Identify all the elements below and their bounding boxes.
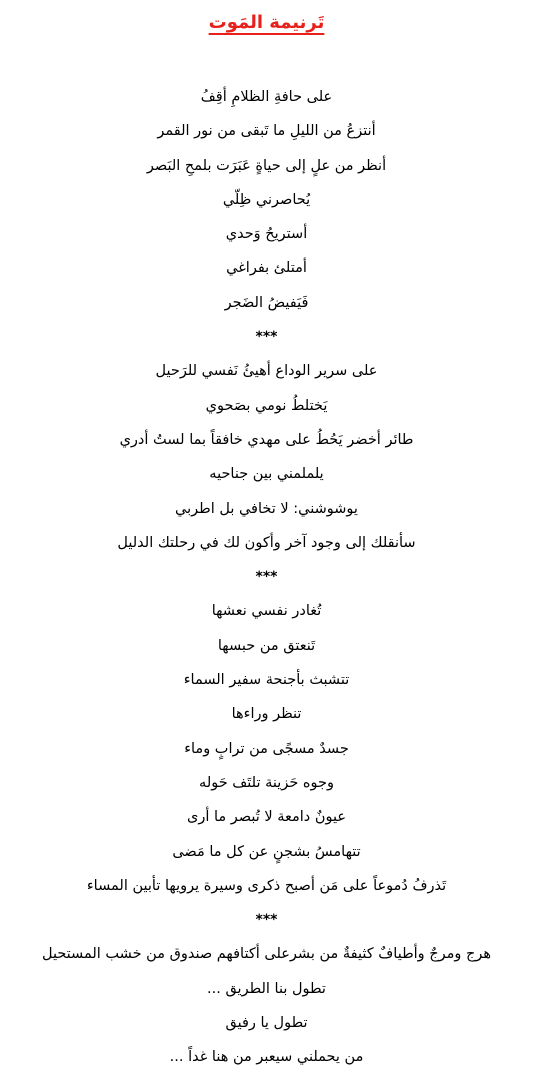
poem-line: تتهامسُ بشجنٍ عن كل ما مَضى [172, 843, 361, 860]
poem-line: سأنقلك إلى وجود آخر وأكون لك في رحلتك الدليل [117, 534, 416, 551]
poem-line: فَيَفيضُ الضَجر [224, 294, 309, 311]
poem-line: أمتلئ بفراغي [226, 260, 307, 277]
poem-line: على سرير الوداع أهيئُ نَفسي للرَحيل [155, 363, 378, 380]
poem-line: على حافةِ الظلامِ أقِفُ [200, 89, 333, 105]
poem-line: أنظر من علٍ إلى حياةٍ عَبَرَت بلمحِ البَصر [146, 157, 387, 174]
stanza-separator: *** [255, 569, 278, 586]
poem-body [0, 84, 533, 1079]
poem-line: أنتزعُ من الليلِ ما تَبقى من نور القمر [157, 123, 376, 140]
poem-line: تتشبث بأجنحة سفير السماء [183, 672, 350, 689]
poem-line: يُحاصرني ظِلّي [222, 191, 311, 208]
poem-line: طائر أخضر يَحُطُ على مهدي خافقاً بما لستُ أدري [119, 431, 414, 448]
poem-line: تُغادر نفسي نعشها [211, 603, 322, 620]
poem-line: وجوه حَزينة تلتَف حَوله [199, 774, 334, 791]
poem-line: هرج ومرجٌ وأطيافٌ كثيفةٌ من بشرعلى أكتافهم صندوق من خشب المستحيل [41, 946, 492, 963]
poem-line: تَذرفُ دُموعاً على مَن أصبح ذكرى وسيرة يرويها تأبين المساء [86, 877, 447, 894]
stanza-separator: *** [255, 329, 278, 346]
poem-line: جسدٌ مسجًى من ترابٍ وماء [184, 740, 349, 757]
poem-line: يوشوشني: لا تخافي بل اطربي [175, 500, 358, 517]
poem-line: تطول يا رفيق [225, 1015, 308, 1032]
poem-title-text: تَرنيمة المَوت [208, 12, 325, 33]
poem-line: تَنعتق من حبسها [217, 637, 316, 654]
poem-line: تطول بنا الطريق ... [207, 980, 326, 997]
stanza-separator: *** [255, 912, 278, 929]
poem-line: من يحملني سيعبر من هنا غداً ... [169, 1049, 364, 1066]
poem-line: أستريحُ وَحدي [225, 226, 308, 243]
poem-line: تنظر وراءها [231, 706, 302, 723]
poem-title [0, 10, 533, 36]
poem-line: عيونٌ دامعة لا تُبصر ما أرى [186, 809, 347, 826]
poem-line: يلملمني بين جناحيه [209, 466, 324, 483]
poem-line: يَختلطُ نومي بصَحوي [205, 397, 328, 414]
